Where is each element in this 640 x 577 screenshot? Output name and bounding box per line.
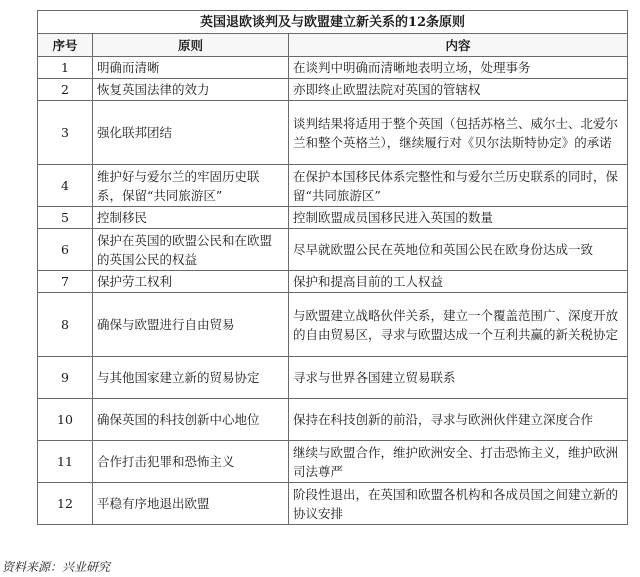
table-row [38, 441, 628, 483]
row-principle: 维护好与爱尔兰的牢固历史联系，保留“共同旅游区” [93, 165, 289, 207]
row-content: 继续与欧盟合作，维护欧洲安全、打击恐怖主义，维护欧洲司法尊严 [289, 441, 628, 483]
header-no: 序号 [38, 34, 93, 57]
row-content: 与欧盟建立战略伙伴关系，建立一个覆盖范围广、深度开放的自由贸易区，寻求与欧盟达成一个互利共赢的新关税协定 [289, 293, 628, 357]
row-principle: 合作打击犯罪和恐怖主义 [93, 441, 289, 483]
row-content: 亦即终止欧盟法院对英国的管辖权 [289, 79, 628, 101]
row-content: 谈判结果将适用于整个英国（包括苏格兰、威尔士、北爱尔兰和整个英格兰），继续履行对《贝尔法斯特协定》的承诺 [289, 101, 628, 165]
header-content: 内容 [289, 34, 628, 57]
row-no: 10 [38, 399, 93, 441]
row-principle: 确保与欧盟进行自由贸易 [93, 293, 289, 357]
row-no: 3 [38, 101, 93, 165]
row-principle: 控制移民 [93, 207, 289, 229]
row-principle: 平稳有序地退出欧盟 [93, 483, 289, 525]
row-content: 寻求与世界各国建立贸易联系 [289, 357, 628, 399]
row-content: 保持在科技创新的前沿，寻求与欧洲伙伴建立深度合作 [289, 399, 628, 441]
row-content: 在保护本国移民体系完整性和与爱尔兰历史联系的同时，保留“共同旅游区” [289, 165, 628, 207]
table-row [38, 57, 628, 79]
source-note: 资料来源：兴业研究 [2, 560, 111, 574]
table-row [38, 207, 628, 229]
row-no: 2 [38, 79, 93, 101]
row-principle: 保护劳工权利 [93, 271, 289, 293]
row-principle: 强化联邦团结 [93, 101, 289, 165]
row-principle: 恢复英国法律的效力 [93, 79, 289, 101]
row-content: 在谈判中明确而清晰地表明立场，处理事务 [289, 57, 628, 79]
table-row [38, 399, 628, 441]
row-principle: 与其他国家建立新的贸易协定 [93, 357, 289, 399]
row-principle: 明确而清晰 [93, 57, 289, 79]
row-content: 阶段性退出，在英国和欧盟各机构和各成员国之间建立新的协议安排 [289, 483, 628, 525]
table-row [38, 79, 628, 101]
row-no: 7 [38, 271, 93, 293]
row-no: 11 [38, 441, 93, 483]
row-principle: 确保英国的科技创新中心地位 [93, 399, 289, 441]
table-row [38, 483, 628, 525]
row-principle: 保护在英国的欧盟公民和在欧盟的英国公民的权益 [93, 229, 289, 271]
row-content: 保护和提高目前的工人权益 [289, 271, 628, 293]
row-no: 5 [38, 207, 93, 229]
table-row [38, 101, 628, 165]
row-content: 控制欧盟成员国移民进入英国的数量 [289, 207, 628, 229]
table-row [38, 293, 628, 357]
table-title: 英国退欧谈判及与欧盟建立新关系的12条原则 [38, 11, 628, 34]
row-content: 尽早就欧盟公民在英地位和英国公民在欧身份达成一致 [289, 229, 628, 271]
header-principle: 原则 [93, 34, 289, 57]
row-no: 12 [38, 483, 93, 525]
table-row [38, 229, 628, 271]
row-no: 8 [38, 293, 93, 357]
row-no: 9 [38, 357, 93, 399]
principles-table [37, 10, 628, 525]
table-row [38, 357, 628, 399]
table-row [38, 165, 628, 207]
row-no: 6 [38, 229, 93, 271]
row-no: 1 [38, 57, 93, 79]
principles-table-container [37, 10, 627, 525]
table-row [38, 271, 628, 293]
row-no: 4 [38, 165, 93, 207]
